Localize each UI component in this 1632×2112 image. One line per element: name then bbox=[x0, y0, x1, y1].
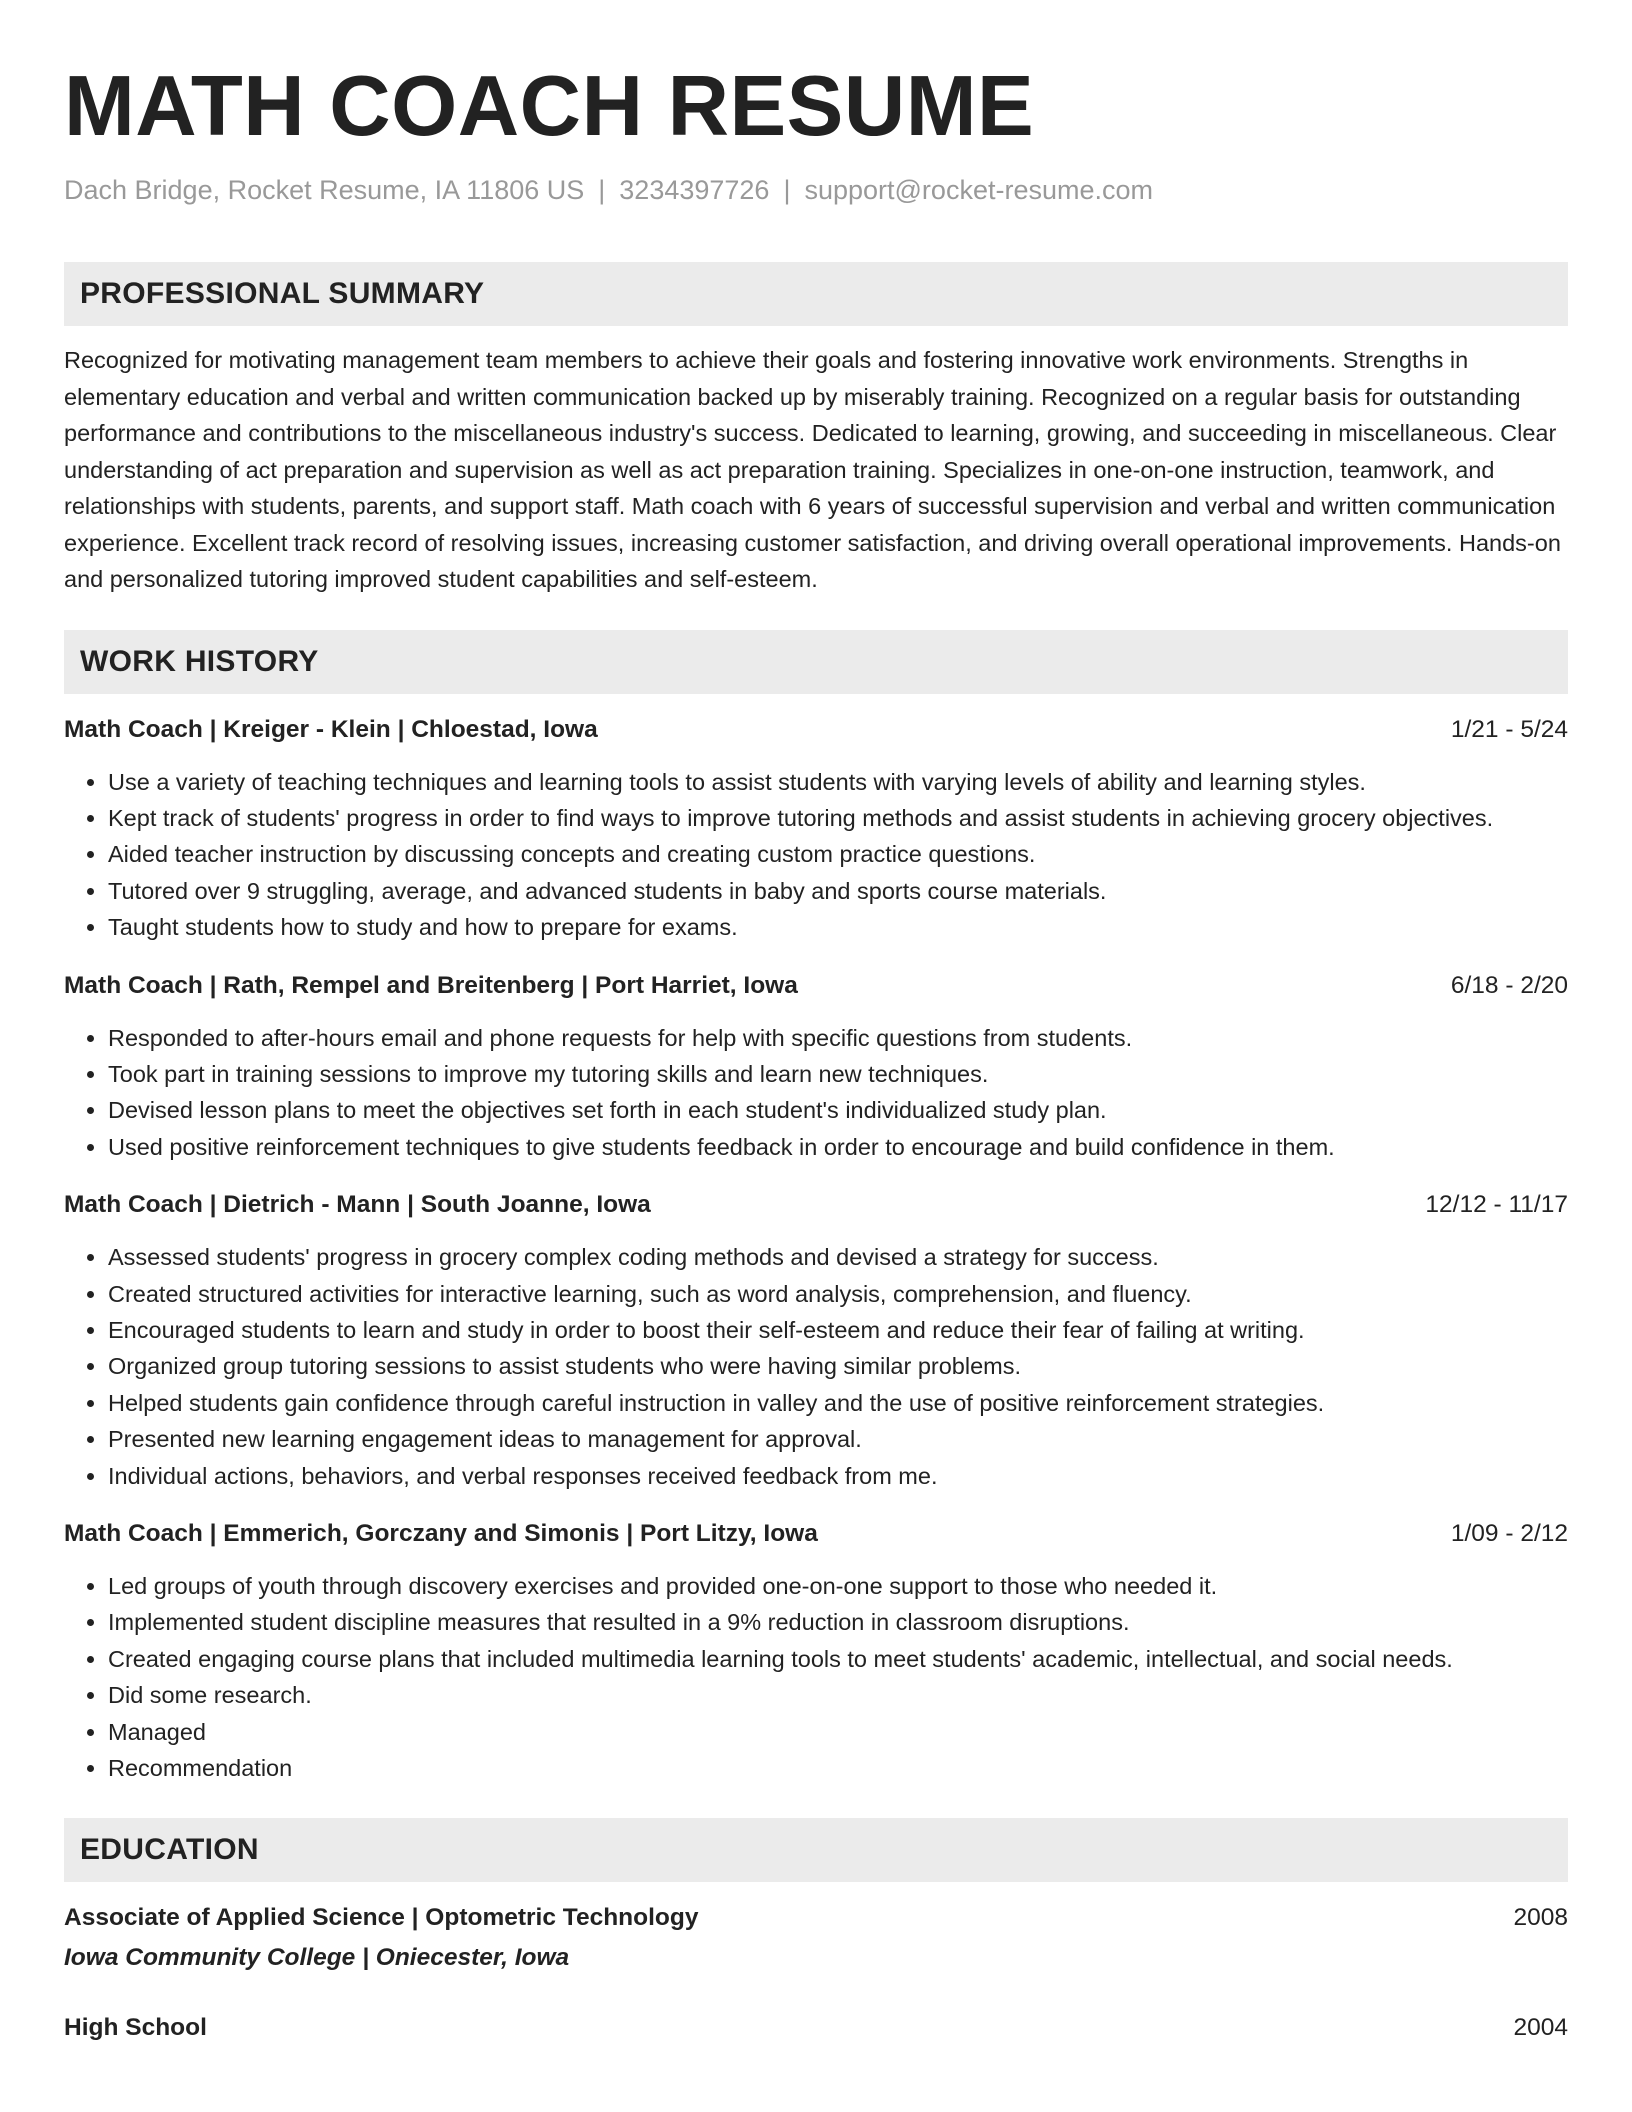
education-degree: High School bbox=[64, 2014, 207, 2042]
job-title: Math Coach | Emmerich, Gorczany and Simonis | Port Litzy, Iowa bbox=[64, 1520, 818, 1547]
contact-email: support@rocket-resume.com bbox=[804, 175, 1153, 205]
contact-address: Dach Bridge, Rocket Resume, IA 11806 US bbox=[64, 175, 585, 205]
duty-item: • Managed bbox=[108, 1714, 1568, 1750]
duty-item: • Assessed students' progress in grocery complex coding methods and devised a strategy for success. bbox=[108, 1239, 1568, 1275]
job-header bbox=[64, 968, 1568, 1004]
duty-item: • Created structured activities for interactive learning, such as word analysis, comprehension, and fluency. bbox=[108, 1276, 1568, 1312]
education-header bbox=[64, 1900, 1568, 1936]
section-header-summary bbox=[64, 262, 1568, 326]
education-year: 2008 bbox=[1513, 1904, 1568, 1932]
job-entry bbox=[64, 968, 1568, 1166]
resume-title: MATH COACH RESUME bbox=[64, 59, 1035, 154]
job-header bbox=[64, 712, 1568, 748]
section-header-work-history bbox=[64, 630, 1568, 694]
education-school: Iowa Community College | Oniecester, Iowa bbox=[64, 1944, 570, 1972]
duty-item: • Led groups of youth through discovery exercises and provided one-on-one support to those who needed it. bbox=[108, 1568, 1568, 1604]
education-year: 2004 bbox=[1513, 2014, 1568, 2042]
job-title: Math Coach | Rath, Rempel and Breitenberg | Port Harriet, Iowa bbox=[64, 971, 798, 999]
job-dates: 1/21 - 5/24 bbox=[1450, 715, 1568, 743]
education-header bbox=[64, 2010, 1568, 2046]
duty-item: • Kept track of students' progress in order to find ways to improve tutoring methods and assist students in achieving grocery objectives. bbox=[108, 800, 1568, 836]
contact-separator: | bbox=[598, 175, 606, 205]
job-entry bbox=[64, 1516, 1568, 1786]
duty-item: • Helped students gain confidence through careful instruction in valley and the use of positive reinforcement strategies. bbox=[108, 1385, 1568, 1421]
duty-item: • Devised lesson plans to meet the objectives set forth in each student's individualized study plan. bbox=[108, 1092, 1568, 1128]
duty-list bbox=[64, 1020, 1568, 1166]
job-title: Math Coach | Kreiger - Klein | Chloestad, Iowa bbox=[64, 715, 598, 743]
duty-item: • Used positive reinforcement techniques to give students feedback in order to encourage and build confidence in them. bbox=[108, 1129, 1568, 1165]
duty-item: • Implemented student discipline measures that resulted in a 9% reduction in classroom disruptions. bbox=[108, 1604, 1568, 1640]
education-degree: Associate of Applied Science | Optometric Technology bbox=[64, 1904, 699, 1932]
duty-item: • Took part in training sessions to improve my tutoring skills and learn new techniques. bbox=[108, 1056, 1568, 1092]
duty-item: • Use a variety of teaching techniques and learning tools to assist students with varying levels of ability and learning styles. bbox=[108, 764, 1568, 800]
duty-item: • Aided teacher instruction by discussing concepts and creating custom practice questions. bbox=[108, 836, 1568, 872]
contact-line bbox=[64, 170, 1568, 210]
duty-list bbox=[64, 764, 1568, 946]
duty-item: • Recommendation bbox=[108, 1750, 1568, 1786]
section-title: WORK HISTORY bbox=[80, 644, 319, 678]
duty-item: • Taught students how to study and how to prepare for exams. bbox=[108, 909, 1568, 945]
section-header-education bbox=[64, 1818, 1568, 1882]
job-entry bbox=[64, 712, 1568, 946]
job-entry bbox=[64, 1187, 1568, 1494]
contact-separator: | bbox=[783, 175, 791, 205]
job-dates: 6/18 - 2/20 bbox=[1450, 971, 1568, 999]
job-list bbox=[64, 712, 1568, 1787]
summary-text: Recognized for motivating management team members to achieve their goals and fostering innovative work environments. Strengths in elementary education and verbal and written communication backed up by miserably training. Recognized on a regular basis for outstanding performance and contributions to the miscellaneous industry's success. Dedicated to learning, growing, and succeeding in miscellaneous. Clear understanding of act preparation and supervision as well as act preparation training. Specializes in one-on-one instruction, teamwork, and relationships with students, parents, and support staff. Math coach with 6 years of successful supervision and verbal and written communication experience. Excellent track record of resolving issues, increasing customer satisfaction, and driving overall operational improvements. Hands-on and personalized tutoring improved student capabilities and self-esteem. bbox=[64, 347, 1561, 592]
job-header bbox=[64, 1187, 1568, 1223]
job-header bbox=[64, 1516, 1568, 1552]
duty-item: • Responded to after-hours email and phone requests for help with specific questions from students. bbox=[108, 1020, 1568, 1056]
duty-list bbox=[64, 1239, 1568, 1494]
contact-phone: 3234397726 bbox=[619, 175, 770, 205]
section-title: PROFESSIONAL SUMMARY bbox=[80, 277, 485, 310]
education-entry bbox=[64, 2010, 1568, 2046]
education-entry bbox=[64, 1900, 1568, 1978]
duty-item: • Presented new learning engagement ideas to management for approval. bbox=[108, 1421, 1568, 1457]
duty-item: • Created engaging course plans that included multimedia learning tools to meet students' academic, intellectual, and social needs. bbox=[108, 1641, 1568, 1677]
job-title: Math Coach | Dietrich - Mann | South Joanne, Iowa bbox=[64, 1191, 651, 1219]
duty-item: • Tutored over 9 struggling, average, and advanced students in baby and sports course materials. bbox=[108, 873, 1568, 909]
job-dates: 1/09 - 2/12 bbox=[1450, 1520, 1568, 1547]
job-dates: 12/12 - 11/17 bbox=[1425, 1191, 1568, 1219]
section-title: EDUCATION bbox=[80, 1833, 259, 1867]
duty-item: • Organized group tutoring sessions to assist students who were having similar problems. bbox=[108, 1348, 1568, 1384]
duty-item: • Individual actions, behaviors, and verbal responses received feedback from me. bbox=[108, 1458, 1568, 1494]
duty-list bbox=[64, 1568, 1568, 1786]
duty-item: • Did some research. bbox=[108, 1677, 1568, 1713]
duty-item: • Encouraged students to learn and study in order to boost their self-esteem and reduce their fear of failing at writing. bbox=[108, 1312, 1568, 1348]
